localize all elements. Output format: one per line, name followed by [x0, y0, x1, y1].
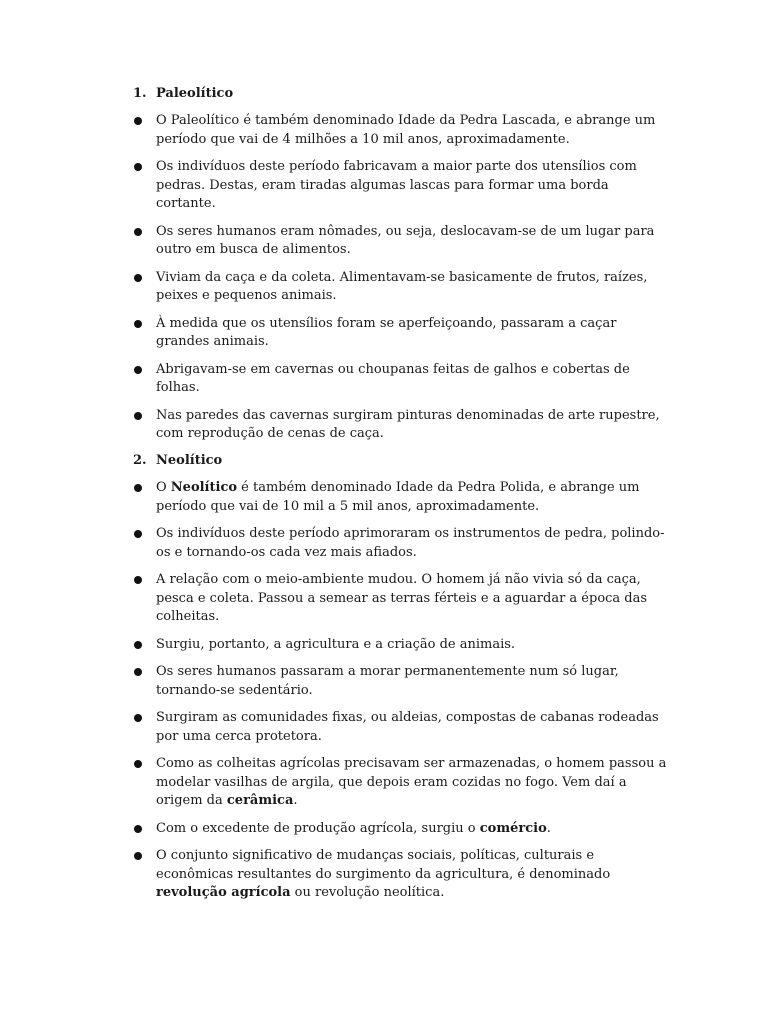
item-text: é também denominado Idade da Pedra Polida, e abrange um período que vai de 10 mil a 5 mil anos, aproximadamente. — [156, 480, 640, 514]
item-text: À medida que os utensílios foram se aperfeiçoando, passaram a caçar grandes animais. — [156, 315, 617, 349]
bullet-icon — [134, 366, 142, 374]
bullet-icon — [134, 530, 142, 538]
list-item — [0, 820, 768, 839]
item-bold-term: Neolítico — [170, 480, 238, 495]
list-item — [0, 315, 768, 352]
bullet-list — [0, 112, 768, 444]
bullet-list — [0, 479, 768, 903]
bullet-icon — [134, 320, 142, 328]
list-item — [0, 525, 768, 562]
item-bold-term: comércio — [479, 820, 547, 836]
list-item — [0, 223, 768, 260]
bullet-icon — [134, 714, 142, 722]
item-text: Os indivíduos deste período aprimoraram os instrumentos de pedra, polindo-os e tornando-os cada vez mais afiados. — [156, 526, 665, 560]
section-neolitico — [0, 451, 768, 912]
bullet-icon — [134, 484, 142, 492]
bullet-icon — [134, 641, 142, 649]
item-text: O Paleolítico é também denominado Idade da Pedra Lascada, e abrange um período que vai de 4 milhões a 10 mil anos, aproximadamente. — [156, 113, 656, 147]
item-text: A relação com o meio-ambiente mudou. O homem já não vivia só da caça, pesca e coleta. Passou a semear as terras férteis e a aguardar a época das colheitas. — [156, 572, 648, 624]
bullet-icon — [134, 852, 142, 860]
item-text: . — [546, 820, 551, 836]
list-item — [0, 269, 768, 306]
item-text: ou revolução neolítica. — [290, 885, 445, 900]
item-text: Viviam da caça e da coleta. Alimentavam-se basicamente de frutos, raízes, peixes e pequenos animais. — [156, 269, 648, 303]
list-item — [0, 755, 768, 811]
section-paleolitico — [0, 84, 768, 453]
list-item — [0, 112, 768, 149]
bullet-icon — [134, 825, 142, 833]
item-text: Os indivíduos deste período fabricavam a maior parte dos utensílios com pedras. Destas, eram tiradas algumas lascas para formar uma borda cortante. — [156, 159, 637, 211]
section-heading — [0, 84, 768, 104]
bullet-icon — [134, 163, 142, 171]
item-text: . — [293, 793, 298, 808]
bullet-icon — [134, 274, 142, 282]
bullet-icon — [134, 576, 142, 584]
item-text: Surgiu, portanto, a agricultura e a criação de animais. — [156, 636, 516, 652]
item-text: Com o excedente de produção agrícola, surgiu o — [156, 820, 480, 836]
list-item — [0, 709, 768, 746]
item-text: O conjunto significativo de mudanças sociais, políticas, culturais e econômicas resultantes do surgimento da agricultura, é denominado — [156, 848, 611, 882]
list-item — [0, 636, 768, 655]
item-text: Nas paredes das cavernas surgiram pinturas denominadas de arte rupestre, com reprodução de cenas de caça. — [156, 407, 660, 441]
bullet-icon — [134, 117, 142, 125]
item-bold-term: cerâmica — [226, 793, 294, 808]
list-item — [0, 361, 768, 398]
bullet-icon — [134, 228, 142, 236]
item-text: Como as colheitas agrícolas precisavam ser armazenadas, o homem passou a modelar vasilhas de argila, que depois eram cozidas no fogo. Vem daí a origem da — [156, 756, 667, 808]
bullet-icon — [134, 668, 142, 676]
list-item — [0, 847, 768, 903]
list-item — [0, 407, 768, 444]
item-text: Os seres humanos eram nômades, ou seja, deslocavam-se de um lugar para outro em busca de alimentos. — [156, 223, 655, 257]
section-number: 1. — [133, 86, 147, 101]
item-text: Os seres humanos passaram a morar permanentemente num só lugar, tornando-se sedentário. — [156, 664, 619, 698]
list-item — [0, 479, 768, 516]
section-heading — [0, 451, 768, 471]
item-text: Surgiram as comunidades fixas, ou aldeias, compostas de cabanas rodeadas por uma cerca protetora. — [156, 710, 659, 744]
section-title: Neolítico — [156, 453, 223, 468]
list-item — [0, 158, 768, 214]
list-item — [0, 663, 768, 700]
item-text: O — [156, 480, 171, 495]
bullet-icon — [134, 412, 142, 420]
section-title: Paleolítico — [156, 86, 234, 101]
section-number: 2. — [133, 453, 147, 468]
list-item — [0, 571, 768, 627]
bullet-icon — [134, 760, 142, 768]
item-bold-term: revolução agrícola — [156, 885, 291, 900]
item-text: Abrigavam-se em cavernas ou choupanas feitas de galhos e cobertas de folhas. — [156, 361, 630, 395]
